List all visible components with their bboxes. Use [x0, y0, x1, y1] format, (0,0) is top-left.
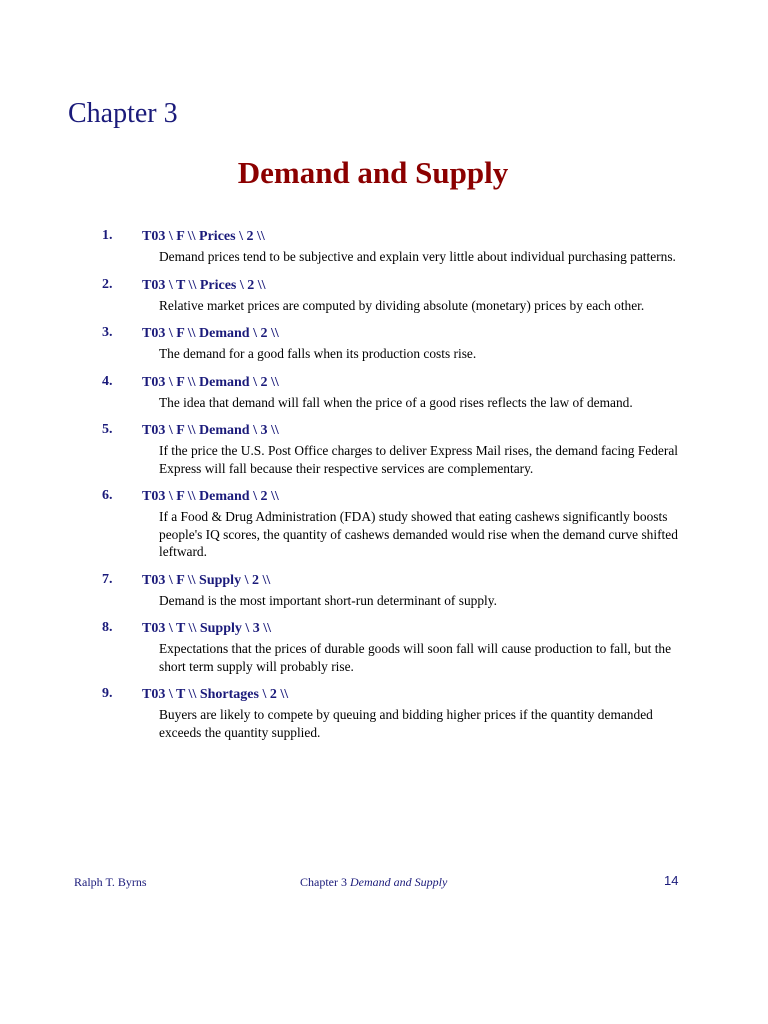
- question-code: T03 \ T \\ Shortages \ 2 \\: [142, 687, 289, 702]
- question-text: If a Food & Drug Administration (FDA) study showed that eating cashews significantly boosts people's IQ scores, the quantity of cashews demanded would rise when the demand curve shifted leftward.: [159, 509, 678, 559]
- footer-chapter-title: Demand and Supply: [350, 875, 448, 889]
- question-item: [0, 488, 768, 561]
- question-number: 4.: [102, 373, 113, 389]
- question-item: [0, 277, 768, 315]
- question-text: Expectations that the prices of durable goods will soon fall will cause production to fall, but the short term supply will probably rise.: [159, 641, 672, 674]
- question-text: Relative market prices are computed by dividing absolute (monetary) prices by each other.: [159, 297, 645, 313]
- question-code: T03 \ T \\ Supply \ 3 \\: [142, 621, 272, 636]
- question-text: Buyers are likely to compete by queuing and bidding higher prices if the quantity demanded exceeds the quantity supplied.: [159, 707, 653, 740]
- question-code: T03 \ F \\ Demand \ 2 \\: [142, 489, 279, 504]
- question-number: 7.: [102, 571, 113, 587]
- question-item: [0, 325, 768, 363]
- question-text: The demand for a good falls when its production costs rise.: [159, 346, 477, 361]
- chapter-label: Chapter 3: [68, 98, 178, 129]
- question-item: [0, 228, 768, 266]
- footer-author: Ralph T. Byrns: [74, 875, 147, 889]
- question-item: [0, 572, 768, 610]
- question-number: 9.: [102, 686, 113, 701]
- question-text: If the price the U.S. Post Office charges to deliver Express Mail rises, the demand facing Federal Express will fall because their respective services are complementary.: [159, 443, 678, 476]
- question-code: T03 \ T \\ Prices \ 2 \\: [142, 277, 266, 293]
- question-text: The idea that demand will fall when the price of a good rises reflects the law of demand.: [159, 394, 633, 410]
- question-number: 8.: [102, 620, 113, 635]
- question-item: [0, 374, 768, 412]
- footer-chapter-prefix: Chapter 3: [300, 875, 347, 889]
- question-number: 5.: [102, 422, 113, 437]
- footer-chapter: [300, 875, 447, 890]
- question-list: [0, 228, 768, 752]
- question-code: T03 \ F \\ Demand \ 3 \\: [142, 423, 279, 438]
- question-text: Demand is the most important short-run determinant of supply.: [159, 592, 497, 608]
- question-code: T03 \ F \\ Supply \ 2 \\: [142, 572, 271, 588]
- question-code: T03 \ F \\ Demand \ 2 \\: [142, 326, 279, 341]
- footer-page-number: 14: [664, 873, 679, 888]
- question-number: 3.: [102, 325, 113, 340]
- question-text: Demand prices tend to be subjective and explain very little about individual purchasing patterns.: [159, 249, 676, 264]
- question-number: 1.: [102, 228, 113, 243]
- question-number: 6.: [102, 488, 113, 503]
- question-number: 2.: [102, 276, 113, 292]
- question-code: T03 \ F \\ Prices \ 2 \\: [142, 229, 265, 244]
- question-item: [0, 422, 768, 477]
- document-title: Demand and Supply: [237, 155, 509, 190]
- question-item: [0, 686, 768, 741]
- question-item: [0, 620, 768, 675]
- question-code: T03 \ F \\ Demand \ 2 \\: [142, 374, 279, 390]
